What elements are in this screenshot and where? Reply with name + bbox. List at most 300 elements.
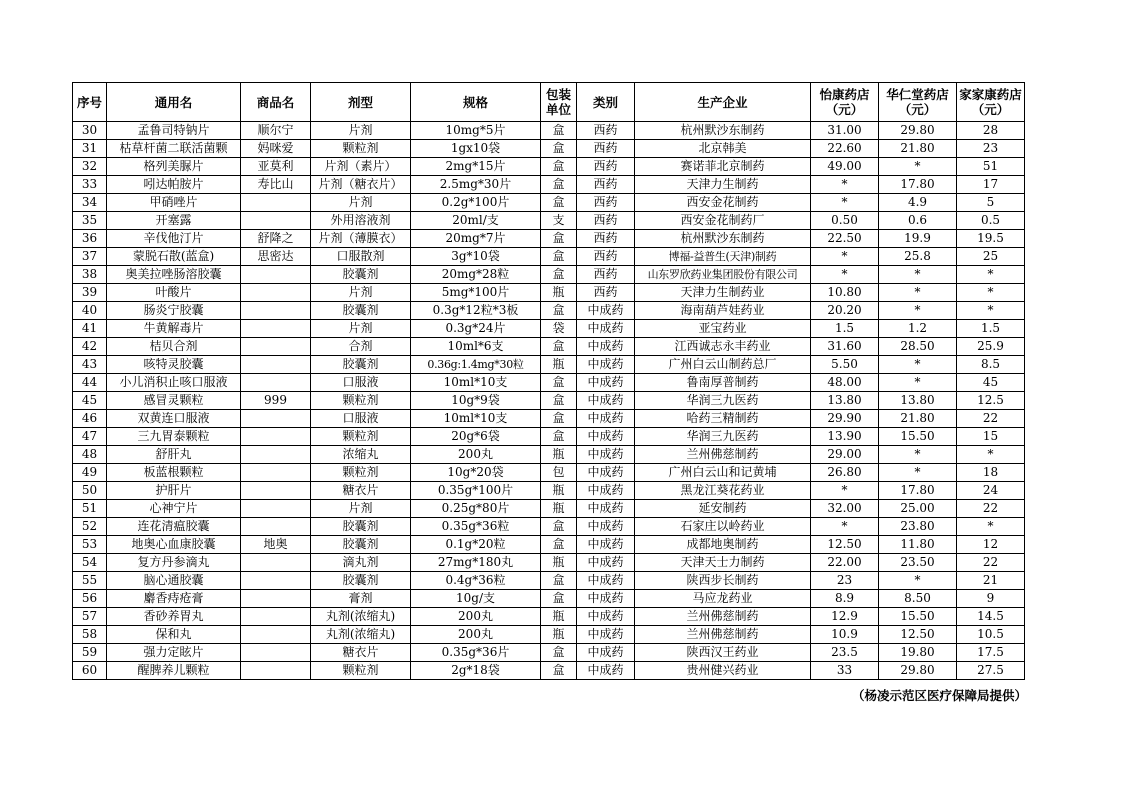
cell-price-huarentang: * (879, 284, 957, 302)
cell-package-unit: 盒 (541, 410, 577, 428)
cell-price-yikang: 8.9 (811, 590, 879, 608)
cell-specification: 0.35g*36粒 (411, 518, 541, 536)
cell-price-yikang: 23.5 (811, 644, 879, 662)
cell-specification: 10g/支 (411, 590, 541, 608)
cell-package-unit: 盒 (541, 392, 577, 410)
cell-specification: 3g*10袋 (411, 248, 541, 266)
cell-manufacturer: 兰州佛慈制药 (635, 626, 811, 644)
cell-seq-no: 54 (73, 554, 107, 572)
cell-price-jiajiakang: 1.5 (957, 320, 1025, 338)
cell-package-unit: 盒 (541, 338, 577, 356)
cell-dosage-form: 片剂 (311, 194, 411, 212)
cell-dosage-form: 胶囊剂 (311, 356, 411, 374)
cell-package-unit: 盒 (541, 122, 577, 140)
cell-package-unit: 盒 (541, 428, 577, 446)
cell-price-huarentang: * (879, 302, 957, 320)
header-price-jiajiakang: 家家康药店 （元） (957, 83, 1025, 122)
cell-package-unit: 盒 (541, 590, 577, 608)
cell-price-yikang: 26.80 (811, 464, 879, 482)
cell-manufacturer: 海南葫芦娃药业 (635, 302, 811, 320)
cell-brand-name (241, 662, 311, 680)
cell-category: 中成药 (577, 644, 635, 662)
cell-manufacturer: 天津力生制药 (635, 176, 811, 194)
cell-brand-name (241, 284, 311, 302)
table-row (73, 176, 1025, 194)
cell-category: 中成药 (577, 428, 635, 446)
cell-manufacturer: 广州白云山制药总厂 (635, 356, 811, 374)
cell-manufacturer: 陕西步长制药 (635, 572, 811, 590)
cell-generic-name: 香砂养胃丸 (107, 608, 241, 626)
cell-specification: 0.2g*100片 (411, 194, 541, 212)
cell-seq-no: 50 (73, 482, 107, 500)
cell-seq-no: 49 (73, 464, 107, 482)
cell-brand-name: 亚莫利 (241, 158, 311, 176)
header-price-yikang: 怡康药店 （元） (811, 83, 879, 122)
cell-dosage-form: 胶囊剂 (311, 536, 411, 554)
price-table-container (72, 82, 1025, 680)
cell-dosage-form: 口服液 (311, 410, 411, 428)
cell-seq-no: 58 (73, 626, 107, 644)
cell-specification: 20g*6袋 (411, 428, 541, 446)
cell-category: 中成药 (577, 518, 635, 536)
table-row (73, 626, 1025, 644)
cell-price-yikang: 20.20 (811, 302, 879, 320)
header-price-huarentang: 华仁堂药店 （元） (879, 83, 957, 122)
cell-category: 中成药 (577, 662, 635, 680)
cell-specification: 2.5mg*30片 (411, 176, 541, 194)
table-row (73, 284, 1025, 302)
cell-category: 中成药 (577, 536, 635, 554)
table-row (73, 428, 1025, 446)
cell-price-huarentang: 12.50 (879, 626, 957, 644)
table-row (73, 392, 1025, 410)
cell-manufacturer: 成都地奥制药 (635, 536, 811, 554)
cell-price-jiajiakang: 45 (957, 374, 1025, 392)
cell-dosage-form: 片剂（糖衣片） (311, 176, 411, 194)
cell-price-huarentang: 17.80 (879, 176, 957, 194)
cell-seq-no: 43 (73, 356, 107, 374)
cell-price-jiajiakang: 17.5 (957, 644, 1025, 662)
cell-price-yikang: 10.9 (811, 626, 879, 644)
table-row (73, 518, 1025, 536)
cell-price-yikang: 22.50 (811, 230, 879, 248)
cell-price-jiajiakang: 25.9 (957, 338, 1025, 356)
cell-generic-name: 复方丹参滴丸 (107, 554, 241, 572)
cell-brand-name: 地奥 (241, 536, 311, 554)
cell-brand-name (241, 518, 311, 536)
cell-seq-no: 53 (73, 536, 107, 554)
cell-category: 西药 (577, 158, 635, 176)
cell-price-yikang: * (811, 518, 879, 536)
cell-price-jiajiakang: 51 (957, 158, 1025, 176)
cell-brand-name (241, 338, 311, 356)
cell-price-huarentang: * (879, 158, 957, 176)
cell-price-huarentang: 13.80 (879, 392, 957, 410)
header-package-unit: 包装 单位 (541, 83, 577, 122)
cell-brand-name (241, 302, 311, 320)
cell-price-jiajiakang: 10.5 (957, 626, 1025, 644)
cell-dosage-form: 片剂（薄膜衣） (311, 230, 411, 248)
cell-price-jiajiakang: 22 (957, 500, 1025, 518)
cell-seq-no: 56 (73, 590, 107, 608)
cell-category: 中成药 (577, 410, 635, 428)
cell-seq-no: 57 (73, 608, 107, 626)
cell-seq-no: 31 (73, 140, 107, 158)
cell-manufacturer: 天津力生制药业 (635, 284, 811, 302)
table-row (73, 410, 1025, 428)
table-row (73, 644, 1025, 662)
cell-price-huarentang: 25.8 (879, 248, 957, 266)
cell-category: 中成药 (577, 608, 635, 626)
cell-dosage-form: 片剂 (311, 320, 411, 338)
cell-package-unit: 盒 (541, 572, 577, 590)
cell-category: 西药 (577, 122, 635, 140)
table-row (73, 464, 1025, 482)
cell-brand-name (241, 608, 311, 626)
cell-generic-name: 三九胃泰颗粒 (107, 428, 241, 446)
cell-package-unit: 盒 (541, 662, 577, 680)
cell-category: 中成药 (577, 626, 635, 644)
cell-dosage-form: 膏剂 (311, 590, 411, 608)
cell-generic-name: 甲硝唑片 (107, 194, 241, 212)
cell-manufacturer: 广州白云山和记黄埔 (635, 464, 811, 482)
cell-price-jiajiakang: 18 (957, 464, 1025, 482)
cell-seq-no: 44 (73, 374, 107, 392)
cell-price-huarentang: * (879, 572, 957, 590)
cell-package-unit: 盒 (541, 374, 577, 392)
cell-specification: 2mg*15片 (411, 158, 541, 176)
cell-brand-name (241, 194, 311, 212)
cell-price-yikang: 32.00 (811, 500, 879, 518)
header-row (73, 83, 1025, 122)
cell-category: 中成药 (577, 446, 635, 464)
cell-manufacturer: 山东罗欣药业集团股份有限公司 (635, 266, 811, 284)
cell-manufacturer: 鲁南厚普制药 (635, 374, 811, 392)
table-row (73, 320, 1025, 338)
cell-category: 西药 (577, 194, 635, 212)
table-row (73, 608, 1025, 626)
cell-generic-name: 保和丸 (107, 626, 241, 644)
cell-manufacturer: 江西诚志永丰药业 (635, 338, 811, 356)
cell-price-huarentang: * (879, 266, 957, 284)
cell-generic-name: 小儿消积止咳口服液 (107, 374, 241, 392)
cell-seq-no: 32 (73, 158, 107, 176)
cell-package-unit: 盒 (541, 158, 577, 176)
table-row (73, 374, 1025, 392)
cell-specification: 27mg*180丸 (411, 554, 541, 572)
cell-manufacturer: 天津天士力制药 (635, 554, 811, 572)
cell-seq-no: 42 (73, 338, 107, 356)
cell-category: 西药 (577, 248, 635, 266)
cell-price-jiajiakang: 9 (957, 590, 1025, 608)
cell-dosage-form: 糖衣片 (311, 482, 411, 500)
cell-generic-name: 连花清瘟胶囊 (107, 518, 241, 536)
cell-manufacturer: 西安金花制药 (635, 194, 811, 212)
cell-package-unit: 瓶 (541, 284, 577, 302)
cell-specification: 200丸 (411, 608, 541, 626)
cell-category: 西药 (577, 176, 635, 194)
cell-brand-name: 999 (241, 392, 311, 410)
cell-price-jiajiakang: 8.5 (957, 356, 1025, 374)
cell-package-unit: 瓶 (541, 482, 577, 500)
cell-package-unit: 盒 (541, 302, 577, 320)
cell-price-yikang: * (811, 194, 879, 212)
header-generic-name: 通用名 (107, 83, 241, 122)
cell-manufacturer: 博福-益普生(天津)制药 (635, 248, 811, 266)
cell-seq-no: 55 (73, 572, 107, 590)
header-specification: 规格 (411, 83, 541, 122)
cell-dosage-form: 胶囊剂 (311, 302, 411, 320)
cell-brand-name: 寿比山 (241, 176, 311, 194)
cell-seq-no: 59 (73, 644, 107, 662)
cell-dosage-form: 丸剂(浓缩丸) (311, 608, 411, 626)
cell-price-yikang: 0.50 (811, 212, 879, 230)
cell-price-jiajiakang: 19.5 (957, 230, 1025, 248)
source-note: （杨凌示范区医疗保障局提供） (851, 688, 1027, 703)
cell-category: 西药 (577, 230, 635, 248)
cell-package-unit: 包 (541, 464, 577, 482)
table-row (73, 482, 1025, 500)
cell-generic-name: 辛伐他汀片 (107, 230, 241, 248)
cell-brand-name: 思密达 (241, 248, 311, 266)
table-body (73, 122, 1025, 680)
cell-category: 中成药 (577, 356, 635, 374)
cell-brand-name (241, 554, 311, 572)
cell-specification: 5mg*100片 (411, 284, 541, 302)
cell-dosage-form: 外用溶液剂 (311, 212, 411, 230)
table-row (73, 248, 1025, 266)
cell-generic-name: 护肝片 (107, 482, 241, 500)
cell-specification: 0.1g*20粒 (411, 536, 541, 554)
cell-price-jiajiakang: 12 (957, 536, 1025, 554)
cell-specification: 10ml*10支 (411, 410, 541, 428)
cell-package-unit: 袋 (541, 320, 577, 338)
cell-seq-no: 30 (73, 122, 107, 140)
cell-price-huarentang: 19.80 (879, 644, 957, 662)
cell-brand-name (241, 320, 311, 338)
cell-dosage-form: 糖衣片 (311, 644, 411, 662)
cell-price-huarentang: * (879, 446, 957, 464)
cell-price-jiajiakang: * (957, 302, 1025, 320)
cell-package-unit: 盒 (541, 518, 577, 536)
table-row (73, 536, 1025, 554)
cell-package-unit: 瓶 (541, 554, 577, 572)
cell-category: 中成药 (577, 572, 635, 590)
cell-manufacturer: 亚宝药业 (635, 320, 811, 338)
cell-category: 中成药 (577, 338, 635, 356)
cell-price-huarentang: * (879, 464, 957, 482)
cell-package-unit: 盒 (541, 176, 577, 194)
cell-brand-name (241, 644, 311, 662)
cell-package-unit: 盒 (541, 644, 577, 662)
cell-price-huarentang: 23.50 (879, 554, 957, 572)
cell-brand-name (241, 572, 311, 590)
cell-price-huarentang: 0.6 (879, 212, 957, 230)
cell-price-yikang: * (811, 176, 879, 194)
cell-price-huarentang: * (879, 374, 957, 392)
cell-price-jiajiakang: 17 (957, 176, 1025, 194)
cell-manufacturer: 杭州默沙东制药 (635, 122, 811, 140)
table-row (73, 356, 1025, 374)
cell-specification: 200丸 (411, 446, 541, 464)
cell-price-yikang: * (811, 482, 879, 500)
table-row (73, 122, 1025, 140)
cell-price-huarentang: 29.80 (879, 122, 957, 140)
cell-seq-no: 33 (73, 176, 107, 194)
cell-price-yikang: 13.90 (811, 428, 879, 446)
cell-dosage-form: 浓缩丸 (311, 446, 411, 464)
cell-package-unit: 盒 (541, 230, 577, 248)
cell-generic-name: 咳特灵胶囊 (107, 356, 241, 374)
cell-specification: 10mg*5片 (411, 122, 541, 140)
cell-category: 中成药 (577, 302, 635, 320)
header-seq-no: 序号 (73, 83, 107, 122)
cell-specification: 0.36g:1.4mg*30粒 (411, 356, 541, 374)
cell-generic-name: 双黄连口服液 (107, 410, 241, 428)
table-row (73, 662, 1025, 680)
cell-specification: 0.3g*24片 (411, 320, 541, 338)
cell-price-yikang: 12.9 (811, 608, 879, 626)
cell-seq-no: 45 (73, 392, 107, 410)
cell-category: 西药 (577, 212, 635, 230)
cell-specification: 1gx10袋 (411, 140, 541, 158)
cell-seq-no: 60 (73, 662, 107, 680)
cell-specification: 20mg*28粒 (411, 266, 541, 284)
cell-price-huarentang: 15.50 (879, 428, 957, 446)
cell-price-jiajiakang: 24 (957, 482, 1025, 500)
cell-seq-no: 36 (73, 230, 107, 248)
cell-category: 西药 (577, 284, 635, 302)
cell-dosage-form: 胶囊剂 (311, 266, 411, 284)
cell-price-yikang: * (811, 248, 879, 266)
cell-manufacturer: 华润三九医药 (635, 428, 811, 446)
table-row (73, 302, 1025, 320)
cell-generic-name: 吲达帕胺片 (107, 176, 241, 194)
cell-brand-name: 妈咪爱 (241, 140, 311, 158)
cell-seq-no: 40 (73, 302, 107, 320)
cell-specification: 10ml*6支 (411, 338, 541, 356)
cell-dosage-form: 胶囊剂 (311, 572, 411, 590)
table-row (73, 140, 1025, 158)
cell-price-jiajiakang: 21 (957, 572, 1025, 590)
header-manufacturer: 生产企业 (635, 83, 811, 122)
cell-generic-name: 脑心通胶囊 (107, 572, 241, 590)
cell-brand-name (241, 410, 311, 428)
cell-price-yikang: 23 (811, 572, 879, 590)
table-row (73, 230, 1025, 248)
cell-package-unit: 瓶 (541, 500, 577, 518)
cell-category: 西药 (577, 140, 635, 158)
cell-manufacturer: 贵州健兴药业 (635, 662, 811, 680)
cell-price-huarentang: * (879, 356, 957, 374)
cell-dosage-form: 合剂 (311, 338, 411, 356)
cell-dosage-form: 片剂 (311, 122, 411, 140)
cell-price-yikang: 13.80 (811, 392, 879, 410)
table-row (73, 446, 1025, 464)
cell-price-huarentang: 28.50 (879, 338, 957, 356)
table-row (73, 572, 1025, 590)
cell-price-jiajiakang: * (957, 284, 1025, 302)
cell-manufacturer: 赛诺菲北京制药 (635, 158, 811, 176)
cell-price-yikang: 31.60 (811, 338, 879, 356)
table-row (73, 266, 1025, 284)
cell-dosage-form: 片剂（素片） (311, 158, 411, 176)
cell-price-yikang: 5.50 (811, 356, 879, 374)
table-row (73, 590, 1025, 608)
cell-price-jiajiakang: 15 (957, 428, 1025, 446)
cell-package-unit: 支 (541, 212, 577, 230)
cell-manufacturer: 华润三九医药 (635, 392, 811, 410)
cell-price-jiajiakang: 22 (957, 410, 1025, 428)
cell-specification: 0.4g*36粒 (411, 572, 541, 590)
cell-category: 中成药 (577, 392, 635, 410)
cell-generic-name: 枯草杆菌二联活菌颗 (107, 140, 241, 158)
cell-price-jiajiakang: 12.5 (957, 392, 1025, 410)
cell-seq-no: 48 (73, 446, 107, 464)
cell-price-huarentang: 21.80 (879, 140, 957, 158)
cell-seq-no: 37 (73, 248, 107, 266)
cell-seq-no: 52 (73, 518, 107, 536)
cell-dosage-form: 胶囊剂 (311, 518, 411, 536)
cell-brand-name (241, 266, 311, 284)
cell-price-jiajiakang: * (957, 266, 1025, 284)
cell-brand-name (241, 626, 311, 644)
cell-price-huarentang: 8.50 (879, 590, 957, 608)
cell-price-jiajiakang: 5 (957, 194, 1025, 212)
cell-specification: 2g*18袋 (411, 662, 541, 680)
cell-seq-no: 34 (73, 194, 107, 212)
cell-manufacturer: 北京韩美 (635, 140, 811, 158)
cell-price-jiajiakang: 0.5 (957, 212, 1025, 230)
cell-price-yikang: 31.00 (811, 122, 879, 140)
cell-generic-name: 感冒灵颗粒 (107, 392, 241, 410)
cell-dosage-form: 片剂 (311, 284, 411, 302)
table-row (73, 212, 1025, 230)
cell-dosage-form: 颗粒剂 (311, 140, 411, 158)
cell-specification: 20ml/支 (411, 212, 541, 230)
cell-price-yikang: 29.00 (811, 446, 879, 464)
cell-manufacturer: 西安金花制药厂 (635, 212, 811, 230)
drug-price-table (72, 82, 1025, 680)
table-row (73, 338, 1025, 356)
cell-specification: 10g*20袋 (411, 464, 541, 482)
cell-specification: 20mg*7片 (411, 230, 541, 248)
cell-dosage-form: 颗粒剂 (311, 428, 411, 446)
cell-brand-name (241, 356, 311, 374)
cell-price-jiajiakang: 23 (957, 140, 1025, 158)
cell-brand-name (241, 482, 311, 500)
cell-generic-name: 肠炎宁胶囊 (107, 302, 241, 320)
table-row (73, 500, 1025, 518)
cell-price-huarentang: 11.80 (879, 536, 957, 554)
header-category: 类别 (577, 83, 635, 122)
cell-dosage-form: 颗粒剂 (311, 662, 411, 680)
cell-generic-name: 地奥心血康胶囊 (107, 536, 241, 554)
cell-price-huarentang: 4.9 (879, 194, 957, 212)
cell-price-yikang: 22.00 (811, 554, 879, 572)
cell-price-huarentang: 1.2 (879, 320, 957, 338)
cell-generic-name: 格列美脲片 (107, 158, 241, 176)
cell-generic-name: 叶酸片 (107, 284, 241, 302)
cell-generic-name: 桔贝合剂 (107, 338, 241, 356)
cell-price-huarentang: 29.80 (879, 662, 957, 680)
cell-generic-name: 奥美拉唑肠溶胶囊 (107, 266, 241, 284)
cell-generic-name: 醒脾养儿颗粒 (107, 662, 241, 680)
cell-brand-name (241, 590, 311, 608)
cell-price-jiajiakang: * (957, 518, 1025, 536)
cell-price-jiajiakang: * (957, 446, 1025, 464)
cell-package-unit: 盒 (541, 194, 577, 212)
